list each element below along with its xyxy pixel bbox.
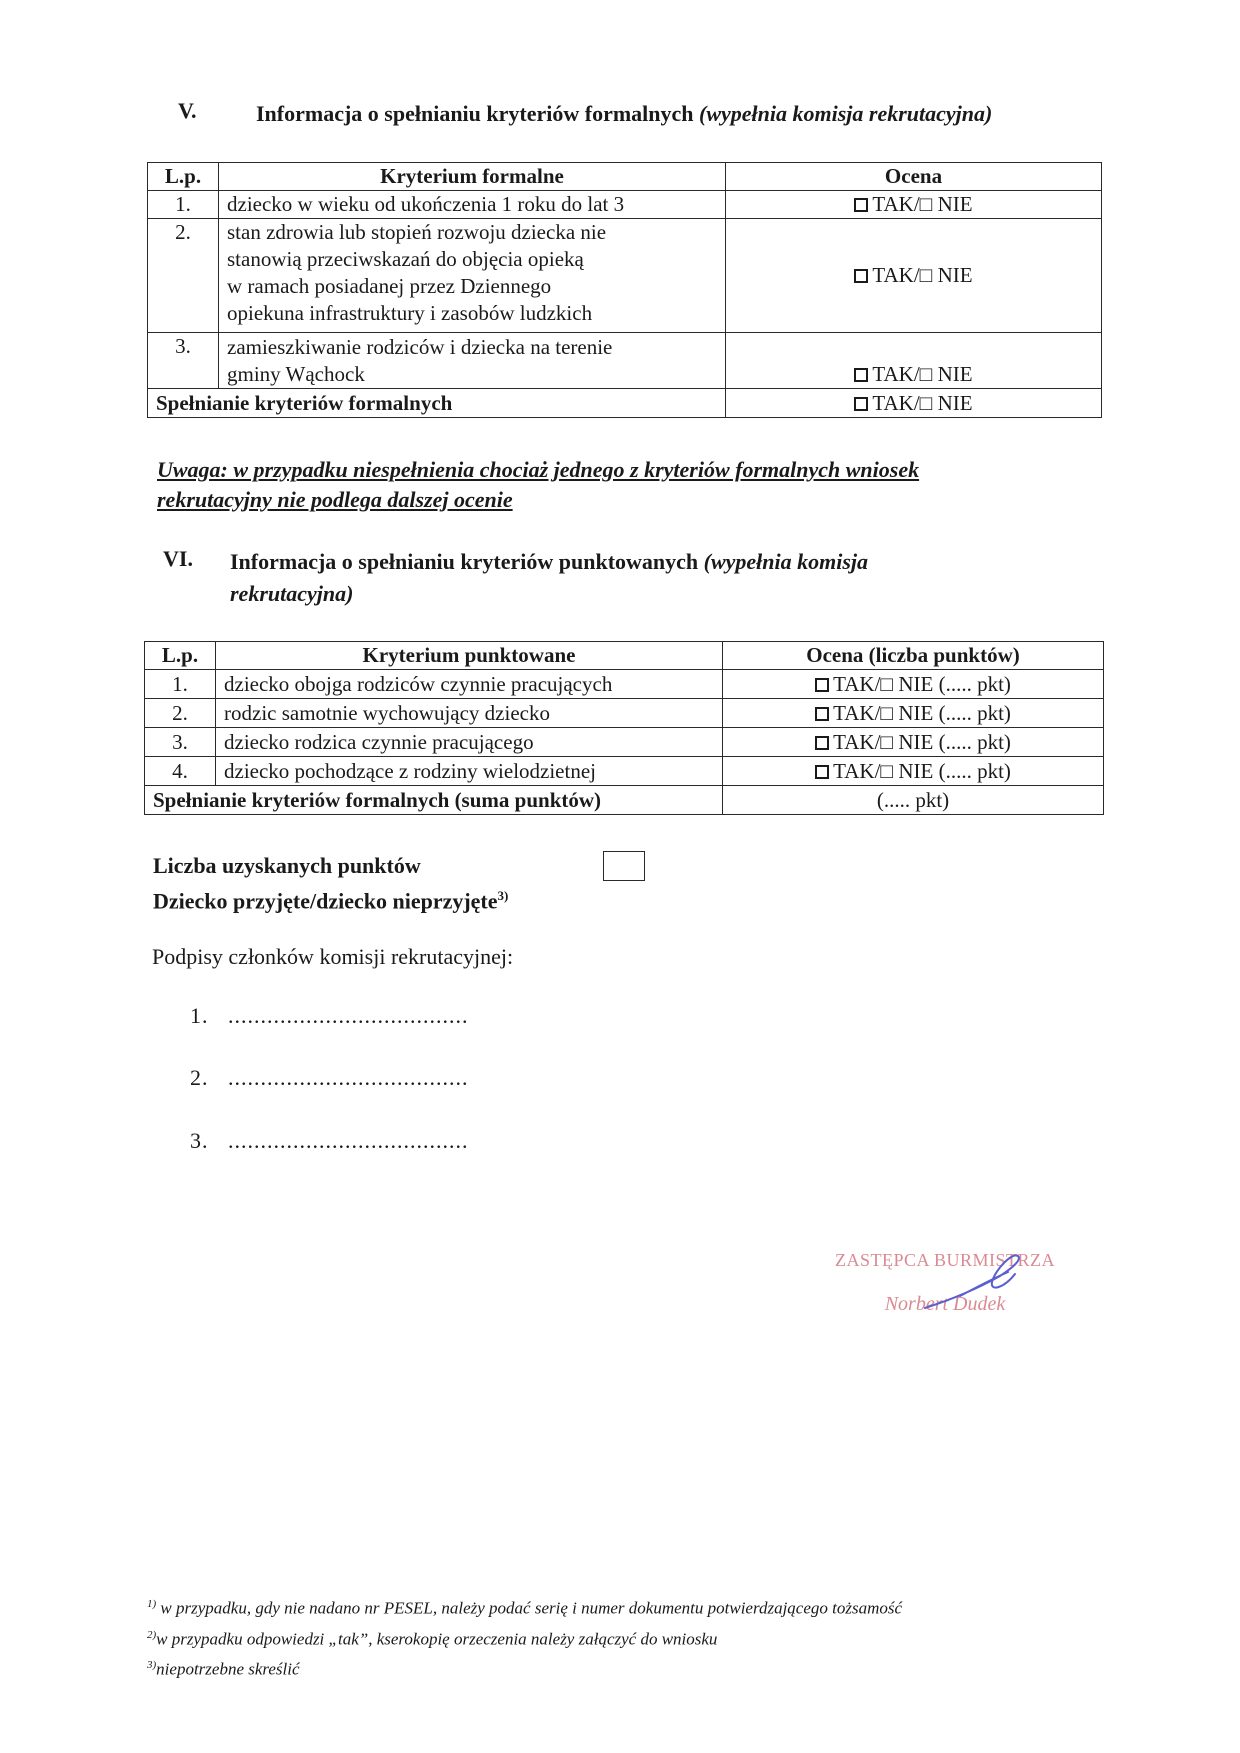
- table-row: [148, 333, 1102, 389]
- footnote-1: $^{1)}$ w przypadku, gdy nie nadano nr PESEL, należy podać serię i numer dokumentu potwierdzającego tożsamość: [147, 1598, 903, 1618]
- row-criterion: [219, 333, 726, 389]
- row-rating[interactable]: TAK/□ NIE: [726, 219, 1102, 333]
- checkbox-icon[interactable]: [854, 269, 868, 283]
- section-6-title: Informacja o spełnianiu kryteriów punktowanych: [230, 549, 699, 574]
- warning-note: [157, 455, 1057, 515]
- row-lp: 1.: [145, 670, 216, 699]
- row-criterion: dziecko rodzica czynnie pracującego: [216, 728, 723, 757]
- table-header-row: [145, 642, 1104, 670]
- criterion-line: w ramach posiadanej przez Dziennego: [227, 274, 552, 298]
- criterion-line: zamieszkiwanie rodziców i dziecka na terenie: [227, 334, 613, 359]
- points-criteria-table: [144, 641, 1104, 815]
- summary-points[interactable]: (..... pkt): [723, 786, 1104, 815]
- stamp-title: ZASTĘPCA BURMISTRZA: [834, 1250, 1056, 1270]
- section-6-number: VI.: [163, 546, 193, 571]
- header-criterion: Kryterium punktowane: [216, 642, 723, 670]
- table-row: [145, 699, 1104, 728]
- criterion-line: stan zdrowia lub stopień rozwoju dziecka nie: [227, 220, 607, 244]
- header-lp: L.p.: [148, 163, 219, 191]
- signature-line-3[interactable]: 3. .....................................: [190, 1128, 469, 1153]
- checkbox-icon[interactable]: [815, 678, 829, 692]
- header-rating: Ocena (liczba punktów): [723, 642, 1104, 670]
- section-5-note: (wypełnia komisja rekrutacyjna): [699, 101, 993, 126]
- row-criterion: rodzic samotnie wychowujący dziecko: [216, 699, 723, 728]
- row-rating[interactable]: TAK/□ NIE (..... pkt): [723, 670, 1104, 699]
- row-lp: 1.: [148, 191, 219, 219]
- signature-scribble-icon: [920, 1248, 1030, 1328]
- footnote-2: $^{2)}$w przypadku odpowiedzi „tak”, kserokopię orzeczenia należy załączyć do wniosku: [147, 1628, 718, 1649]
- section-5-heading: [178, 98, 1078, 132]
- row-lp: 3.: [145, 728, 216, 757]
- summary-row: [145, 786, 1104, 815]
- section-5-number: V.: [178, 98, 197, 123]
- result-block: [153, 851, 653, 916]
- checkbox-icon[interactable]: [815, 765, 829, 779]
- checkbox-icon[interactable]: [854, 397, 868, 411]
- row-lp: 3.: [148, 333, 219, 389]
- row-rating[interactable]: TAK/□ NIE (..... pkt): [723, 728, 1104, 757]
- header-lp: L.p.: [145, 642, 216, 670]
- summary-label: Spełnianie kryteriów formalnych: [148, 389, 726, 418]
- row-rating[interactable]: TAK/□ NIE: [726, 333, 1102, 389]
- section-6-note: (wypełnia komisja: [703, 549, 869, 574]
- checkbox-icon[interactable]: [854, 368, 868, 382]
- row-criterion: dziecko obojga rodziców czynnie pracujących: [216, 670, 723, 699]
- table-row: [145, 670, 1104, 699]
- table-row: [148, 191, 1102, 219]
- table-row: [145, 728, 1104, 757]
- row-rating[interactable]: TAK/□ NIE: [726, 191, 1102, 219]
- accepted-label: Dziecko przyjęte/dziecko nieprzyjęte$^{3)}$: [153, 888, 509, 914]
- section-6-heading: [163, 546, 1063, 616]
- points-label: Liczba uzyskanych punktów: [153, 853, 421, 878]
- row-criterion: dziecko pochodzące z rodziny wielodzietnej: [216, 757, 723, 786]
- table-row: [148, 219, 1102, 333]
- section-6-note-cont: rekrutacyjna): [230, 581, 354, 606]
- row-lp: 2.: [145, 699, 216, 728]
- row-criterion: dziecko w wieku od ukończenia 1 roku do lat 3: [219, 191, 726, 219]
- summary-row: [148, 389, 1102, 418]
- header-rating: Ocena: [726, 163, 1102, 191]
- table-header-row: [148, 163, 1102, 191]
- warning-line-1: Uwaga: w przypadku niespełnienia chociaż jednego z kryteriów formalnych wniosek: [157, 457, 920, 482]
- stamp-name: Norbert Dudek: [884, 1293, 1006, 1315]
- row-rating[interactable]: TAK/□ NIE (..... pkt): [723, 699, 1104, 728]
- checkbox-icon[interactable]: [815, 736, 829, 750]
- row-lp: 4.: [145, 757, 216, 786]
- summary-rating[interactable]: TAK/□ NIE: [726, 389, 1102, 418]
- footnotes: [147, 1591, 1147, 1683]
- checkbox-icon[interactable]: [815, 707, 829, 721]
- summary-label: Spełnianie kryteriów formalnych (suma punktów): [145, 786, 723, 815]
- warning-line-2: rekrutacyjny nie podlega dalszej ocenie: [157, 487, 513, 512]
- criterion-line: gminy Wąchock: [227, 361, 365, 386]
- table-row: [145, 757, 1104, 786]
- row-lp: 2.: [148, 219, 219, 333]
- signature-line-1[interactable]: 1. .....................................: [190, 1003, 469, 1028]
- criterion-line: stanowią przeciwskazań do objęcia opieką: [227, 247, 584, 271]
- criterion-line: opiekuna infrastruktury i zasobów ludzkich: [227, 301, 593, 325]
- row-rating[interactable]: TAK/□ NIE (..... pkt): [723, 757, 1104, 786]
- points-input-box[interactable]: [603, 851, 645, 881]
- footnote-3: $^{3)}$niepotrzebne skreślić: [147, 1659, 300, 1679]
- checkbox-icon[interactable]: [854, 198, 868, 212]
- signature-line-2[interactable]: 2. .....................................: [190, 1065, 469, 1090]
- row-criterion: [219, 219, 726, 333]
- official-stamp: [825, 1250, 1065, 1350]
- formal-criteria-table: [147, 162, 1102, 418]
- header-criterion: Kryterium formalne: [219, 163, 726, 191]
- signatures-label: Podpisy członków komisji rekrutacyjnej:: [152, 944, 514, 969]
- section-5-title: Informacja o spełnianiu kryteriów formalnych: [256, 101, 694, 126]
